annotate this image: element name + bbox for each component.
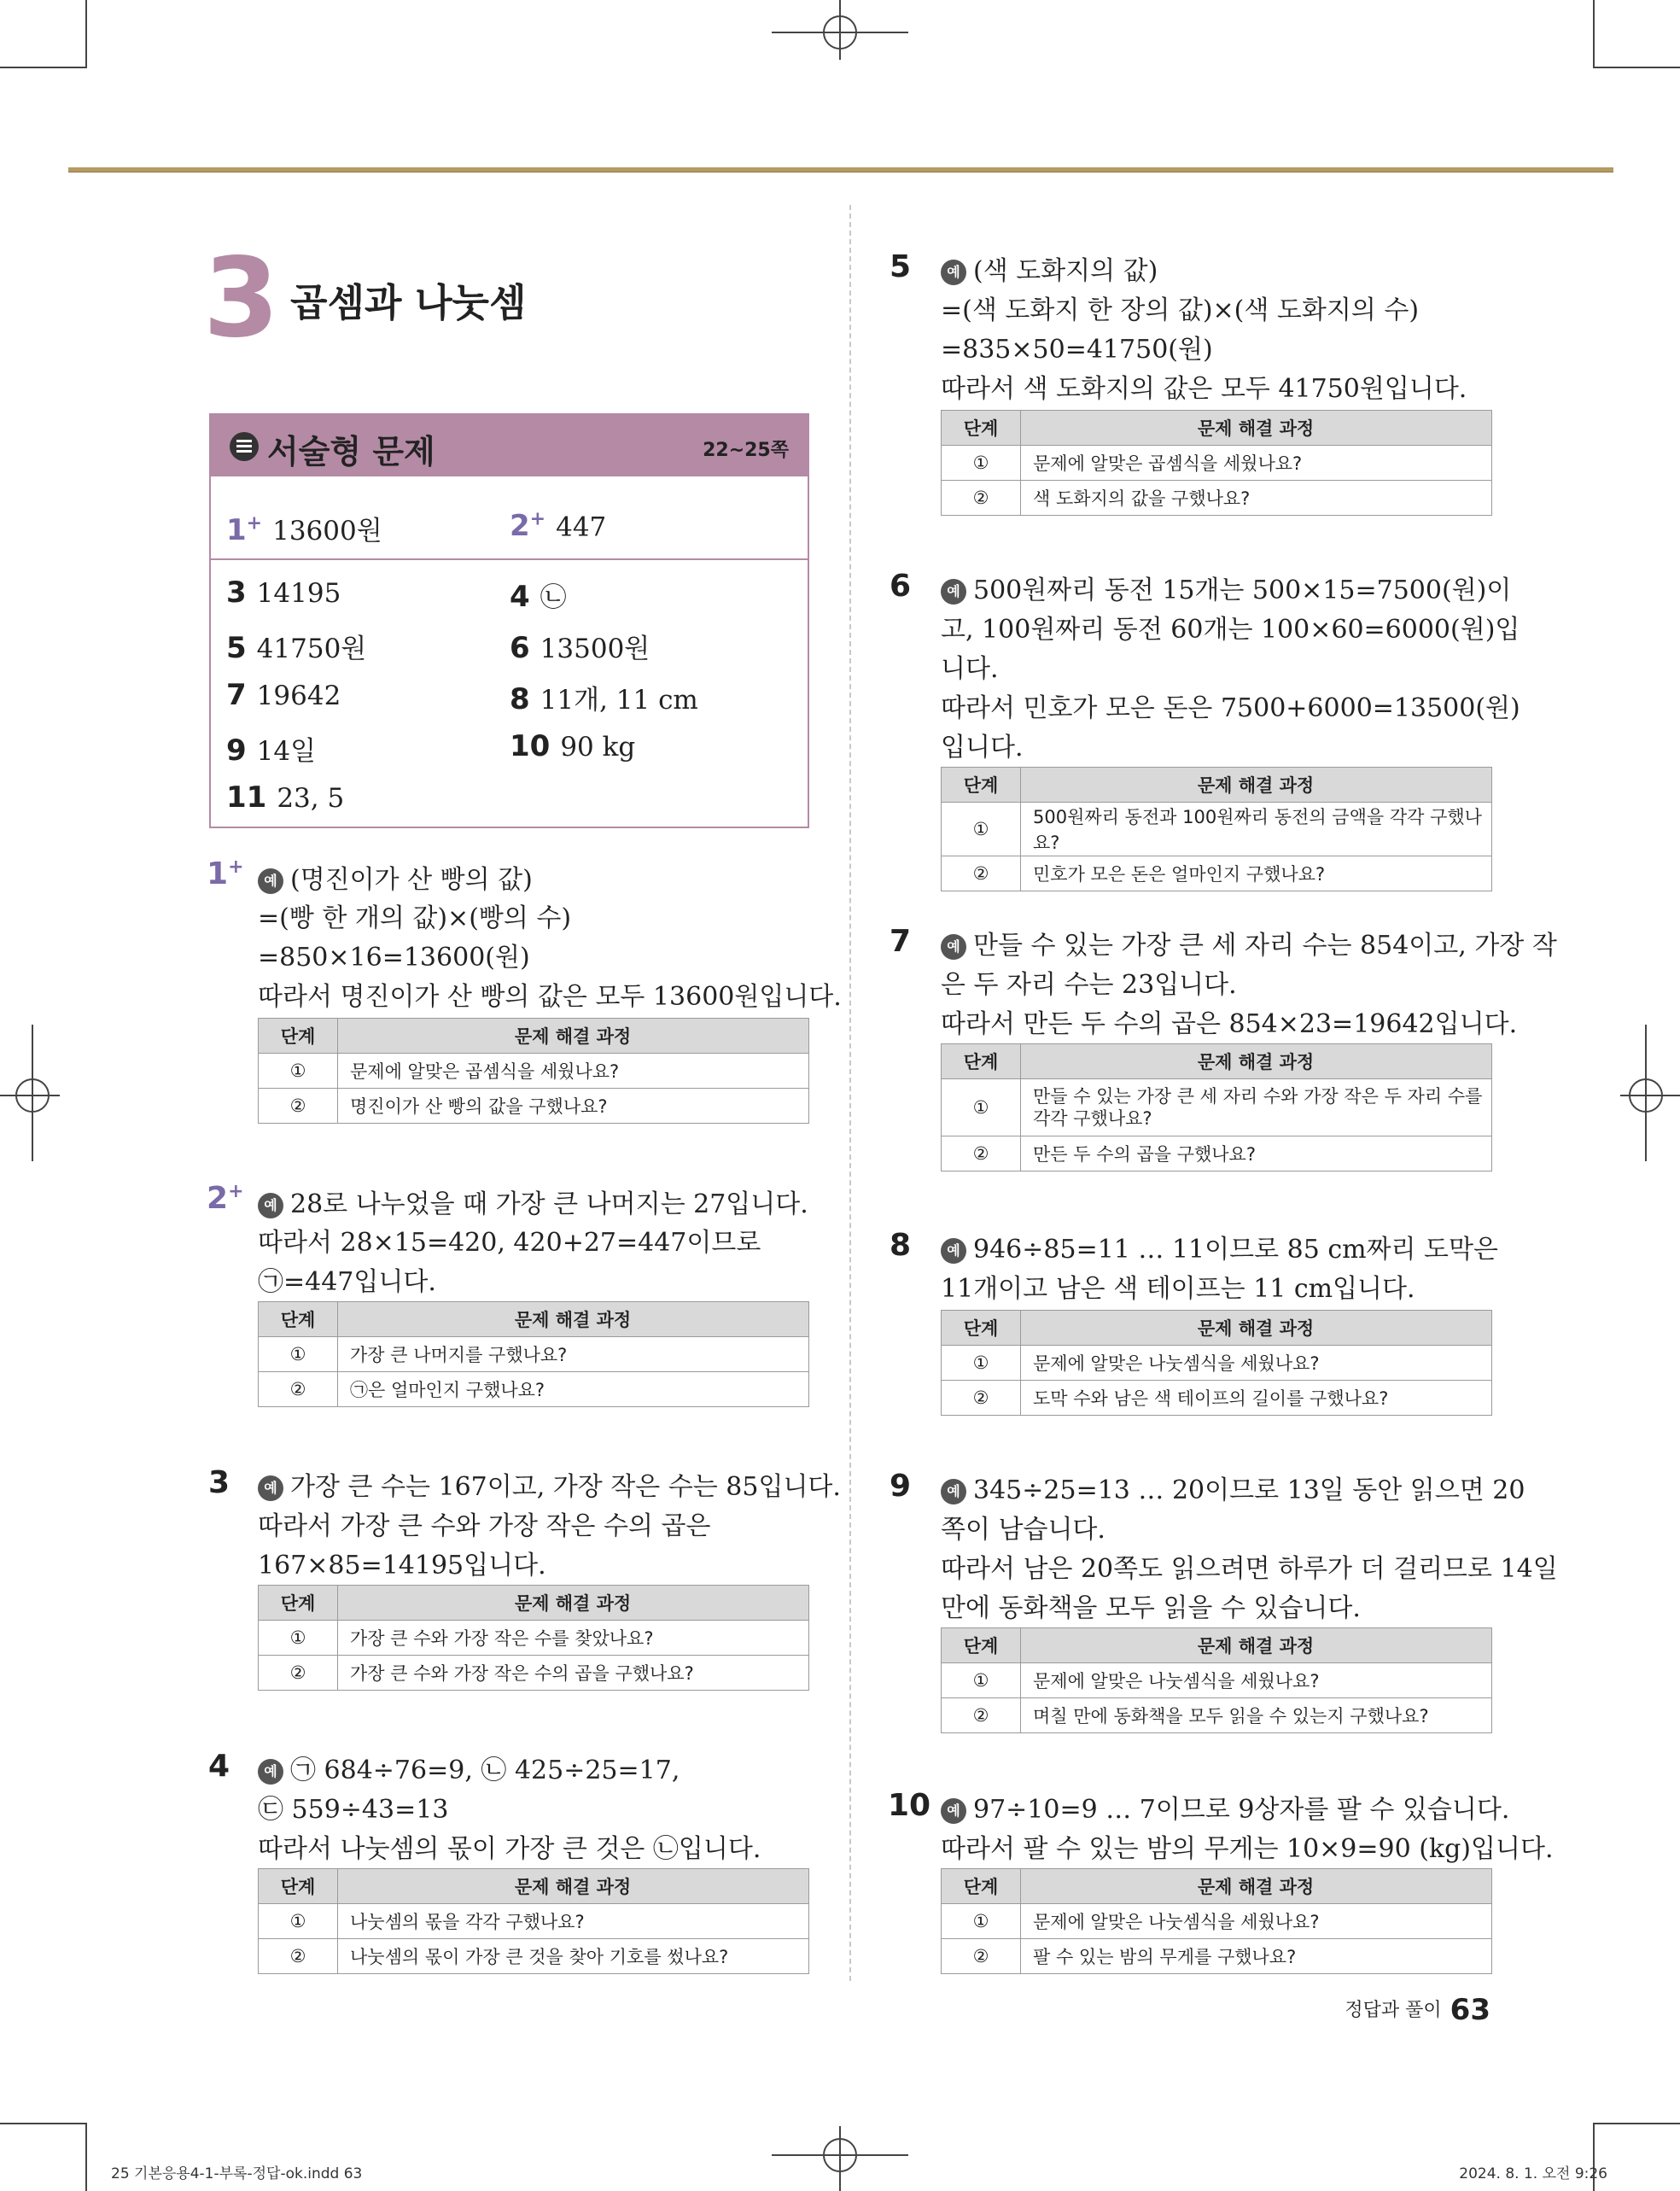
step-table: 단계 문제 해결 과정 ① 만들 수 있는 가장 큰 세 자리 수와 가장 작은 두 자리 수를 각각 구했나요? ② 만든 두 수의 곱을 구했나요? xyxy=(941,1043,1492,1171)
problem-number: 1+ xyxy=(207,856,244,891)
answer-box-pages: 22~25쪽 xyxy=(703,440,789,461)
solution-line: 쪽이 남습니다. xyxy=(941,1515,1105,1545)
solution-line: 11개이고 남은 색 테이프는 11 cm입니다. xyxy=(941,1274,1415,1304)
problem-number: 2+ xyxy=(207,1181,244,1216)
problem-number: 4 xyxy=(208,1749,230,1784)
answer-item: 11 23, 5 xyxy=(226,780,345,815)
answer-item: 9 14일 xyxy=(226,733,317,768)
problem-number: 5 xyxy=(890,249,912,284)
divider xyxy=(211,558,808,560)
answer-item: 10 90 kg xyxy=(510,729,636,763)
solution-line: 만들 수 있는 가장 큰 세 자리 수는 854이고, 가장 작 xyxy=(973,931,1557,961)
answer-item: 4 ㉡ xyxy=(510,580,567,614)
step-table: 단계 문제 해결 과정 ① 500원짜리 동전과 100원짜리 동전의 금액을 각각 구했나요? ② 민호가 모은 돈은 얼마인지 구했나요? xyxy=(941,767,1492,891)
example-mark: 예 xyxy=(941,934,966,960)
footer-datetime: 2024. 8. 1. 오전 9:26 xyxy=(1459,2165,1607,2182)
answer-item: 7 19642 xyxy=(226,678,341,712)
solution-line: 28로 나누었을 때 가장 큰 나머지는 27입니다. xyxy=(290,1189,808,1219)
problem-number: 7 xyxy=(890,924,912,959)
solution-line: 345÷25=13 … 20이므로 13일 동안 읽으면 20 xyxy=(973,1475,1525,1505)
page-label: 정답과 풀이 63 xyxy=(1345,1993,1490,2027)
solution-line: 따라서 민호가 모은 돈은 7500+6000=13500(원) xyxy=(941,693,1520,723)
solution-line: 고, 100원짜리 동전 60개는 100×60=6000(원)입 xyxy=(941,615,1520,645)
problem-number: 3 xyxy=(208,1465,230,1500)
solution-line: 따라서 28×15=420, 420+27=447이므로 xyxy=(258,1228,761,1258)
solution-line: ㉠ 684÷76=9, ㉡ 425÷25=17, xyxy=(290,1756,680,1785)
example-mark: 예 xyxy=(941,1479,966,1504)
solution-line: =(빵 한 개의 값)×(빵의 수) xyxy=(258,903,572,933)
chapter-number: 3 xyxy=(203,235,280,362)
answer-item: 8 11개, 11 cm xyxy=(510,682,698,716)
example-mark: 예 xyxy=(258,868,283,894)
solution-line: 따라서 팔 수 있는 밤의 무게는 10×9=90 (kg)입니다. xyxy=(941,1834,1554,1864)
solution-line: 은 두 자리 수는 23입니다. xyxy=(941,970,1237,1000)
page-number: 63 xyxy=(1450,1993,1490,2027)
step-table: 단계 문제 해결 과정 ① 문제에 알맞은 나눗셈식을 세웠나요? ② 도막 수와 남은 색 테이프의 길이를 구했나요? xyxy=(941,1310,1492,1416)
step-table: 단계 문제 해결 과정 ① 문제에 알맞은 나눗셈식을 세웠나요? ② 팔 수 있는 밤의 무게를 구했나요? xyxy=(941,1868,1492,1974)
solution-line: 가장 큰 수는 167이고, 가장 작은 수는 85입니다. xyxy=(290,1472,841,1502)
solution-line: ㉢ 559÷43=13 xyxy=(258,1795,449,1825)
solution-line: 입니다. xyxy=(941,733,1024,762)
example-mark: 예 xyxy=(258,1475,283,1501)
answer-item: 6 13500원 xyxy=(510,631,650,665)
step-table: 단계 문제 해결 과정 ① 문제에 알맞은 곱셈식을 세웠나요? ② 색 도화지의 값을 구했나요? xyxy=(941,410,1492,516)
solution-line: 따라서 명진이가 산 빵의 값은 모두 13600원입니다. xyxy=(258,982,842,1012)
solution-line: ㉠=447입니다. xyxy=(258,1267,436,1297)
step-table: 단계 문제 해결 과정 ① 가장 큰 나머지를 구했나요? ② ㉠은 얼마인지 구했나요? xyxy=(258,1301,809,1407)
answer-summary-box xyxy=(209,413,809,828)
step-table: 단계 문제 해결 과정 ① 문제에 알맞은 곱셈식을 세웠나요? ② 명진이가 산 빵의 값을 구했나요? xyxy=(258,1018,809,1124)
answer-item: 5 41750원 xyxy=(226,631,367,665)
solution-line: 만에 동화책을 모두 읽을 수 있습니다. xyxy=(941,1593,1361,1623)
step-table: 단계 문제 해결 과정 ① 가장 큰 수와 가장 작은 수를 찾았나요? ② 가장 큰 수와 가장 작은 수의 곱을 구했나요? xyxy=(258,1585,809,1691)
problem-number: 10 xyxy=(888,1788,931,1823)
solution-line: 따라서 나눗셈의 몫이 가장 큰 것은 ㉡입니다. xyxy=(258,1834,761,1864)
solution-line: (명진이가 산 빵의 값) xyxy=(290,865,533,895)
step-table: 단계 문제 해결 과정 ① 나눗셈의 몫을 각각 구했나요? ② 나눗셈의 몫이 가장 큰 것을 찾아 기호를 썼나요? xyxy=(258,1868,809,1974)
example-mark: 예 xyxy=(258,1193,283,1218)
solution-line: 따라서 만든 두 수의 곱은 854×23=19642입니다. xyxy=(941,1009,1518,1039)
solution-line: =850×16=13600(원) xyxy=(258,943,530,973)
solution-line: 따라서 남은 20쪽도 읽으려면 하루가 더 걸리므로 14일 xyxy=(941,1554,1558,1584)
answer-box-header xyxy=(211,415,808,476)
answer-item: 1+ 13600원 xyxy=(226,512,382,547)
step-table: 단계 문제 해결 과정 ① 문제에 알맞은 나눗셈식을 세웠나요? ② 며칠 만에 동화책을 모두 읽을 수 있는지 구했나요? xyxy=(941,1627,1492,1733)
example-mark: 예 xyxy=(258,1759,283,1785)
problem-number: 8 xyxy=(890,1228,912,1263)
solution-line: 니다. xyxy=(941,654,999,684)
solution-line: (색 도화지의 값) xyxy=(973,256,1158,286)
example-mark: 예 xyxy=(941,260,966,285)
problem-number: 6 xyxy=(890,569,912,604)
solution-line: 따라서 색 도화지의 값은 모두 41750원입니다. xyxy=(941,374,1467,404)
solution-line: 97÷10=9 … 7이므로 9상자를 팔 수 있습니다. xyxy=(973,1795,1510,1825)
solution-line: 500원짜리 동전 15개는 500×15=7500(원)이 xyxy=(973,576,1512,605)
column-divider xyxy=(849,205,851,1981)
answer-box-title: 서술형 문제 xyxy=(267,433,435,470)
example-mark: 예 xyxy=(941,579,966,605)
list-icon xyxy=(230,432,259,461)
answer-item: 2+ 447 xyxy=(510,509,607,544)
solution-line: 167×85=14195입니다. xyxy=(258,1551,546,1580)
example-mark: 예 xyxy=(941,1238,966,1264)
answer-item: 3 14195 xyxy=(226,576,341,610)
chapter-title: 곱셈과 나눗셈 xyxy=(290,280,527,325)
solution-line: 946÷85=11 … 11이므로 85 cm짜리 도막은 xyxy=(973,1235,1498,1265)
header-rule xyxy=(68,167,1613,172)
solution-line: =835×50=41750(원) xyxy=(941,335,1213,365)
example-mark: 예 xyxy=(941,1798,966,1824)
footer-file: 25 기본응용4-1-부록-정답-ok.indd 63 xyxy=(111,2165,363,2182)
solution-line: 따라서 가장 큰 수와 가장 작은 수의 곱은 xyxy=(258,1511,711,1541)
solution-line: =(색 도화지 한 장의 값)×(색 도화지의 수) xyxy=(941,295,1420,325)
problem-number: 9 xyxy=(890,1469,912,1504)
